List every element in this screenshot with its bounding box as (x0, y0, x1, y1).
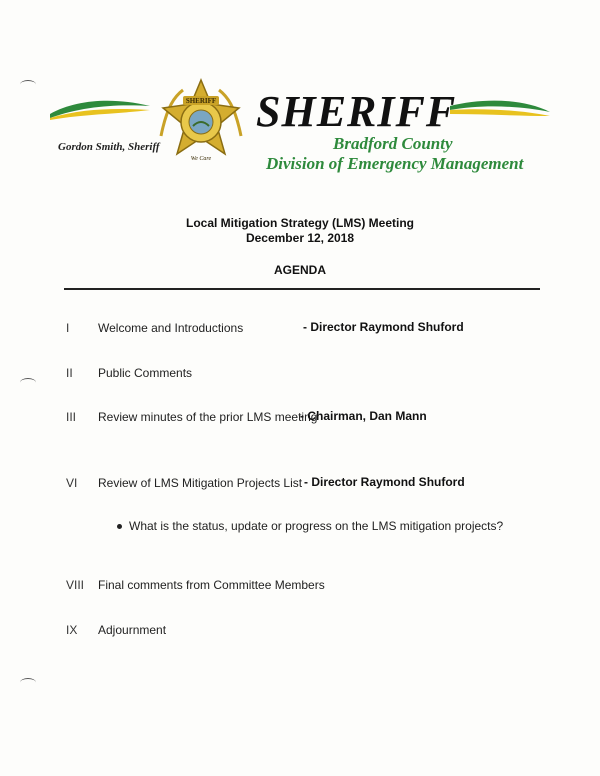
sheriff-badge-icon (153, 76, 249, 172)
agenda-item-number: VI (66, 476, 78, 490)
agenda-item-number: I (66, 321, 70, 335)
meeting-title: Local Mitigation Strategy (LMS) Meeting (185, 216, 414, 230)
agenda-item-title: Public Comments (98, 366, 193, 380)
division-name: Division of Emergency Management (266, 154, 524, 173)
header-divider (64, 288, 540, 290)
agenda-item-number: III (66, 410, 77, 424)
left-swoosh-graphic (48, 96, 152, 122)
agenda-item-title: Welcome and Introductions (98, 321, 244, 335)
agenda-item-title: Final comments from Committee Members (98, 578, 325, 592)
agenda-item-number: II (66, 366, 73, 380)
scan-mark (20, 80, 36, 89)
scan-mark (20, 678, 36, 687)
agenda-item-presenter: - Director Raymond Shuford (304, 475, 465, 489)
sheriff-name: Gordon Smith, Sheriff (58, 141, 160, 153)
logo-wordmark: SHERIFF (256, 87, 457, 136)
agenda-item-title: Review of LMS Mitigation Projects List (98, 476, 303, 490)
badge-top-text: SHERIFF (185, 97, 217, 105)
scan-mark (20, 378, 36, 387)
badge-motto: We Care (190, 156, 212, 162)
agenda-item-number: VIII (66, 578, 85, 592)
agenda-item-presenter: - Director Raymond Shuford (303, 320, 464, 334)
agenda-item-title: Adjournment (98, 623, 167, 637)
agenda-item-presenter: - Chairman, Dan Mann (300, 409, 427, 423)
bullet-text: What is the status, update or progress on the LMS mitigation projects? (129, 519, 504, 533)
agenda-heading: AGENDA (273, 263, 326, 277)
agenda-item-title: Review minutes of the prior LMS meeting (98, 410, 318, 424)
county-name: Bradford County (333, 134, 453, 153)
bullet-dot-icon (117, 524, 122, 529)
meeting-date: December 12, 2018 (245, 231, 355, 245)
agenda-item-number: IX (66, 623, 78, 637)
right-swoosh-graphic (448, 96, 552, 122)
